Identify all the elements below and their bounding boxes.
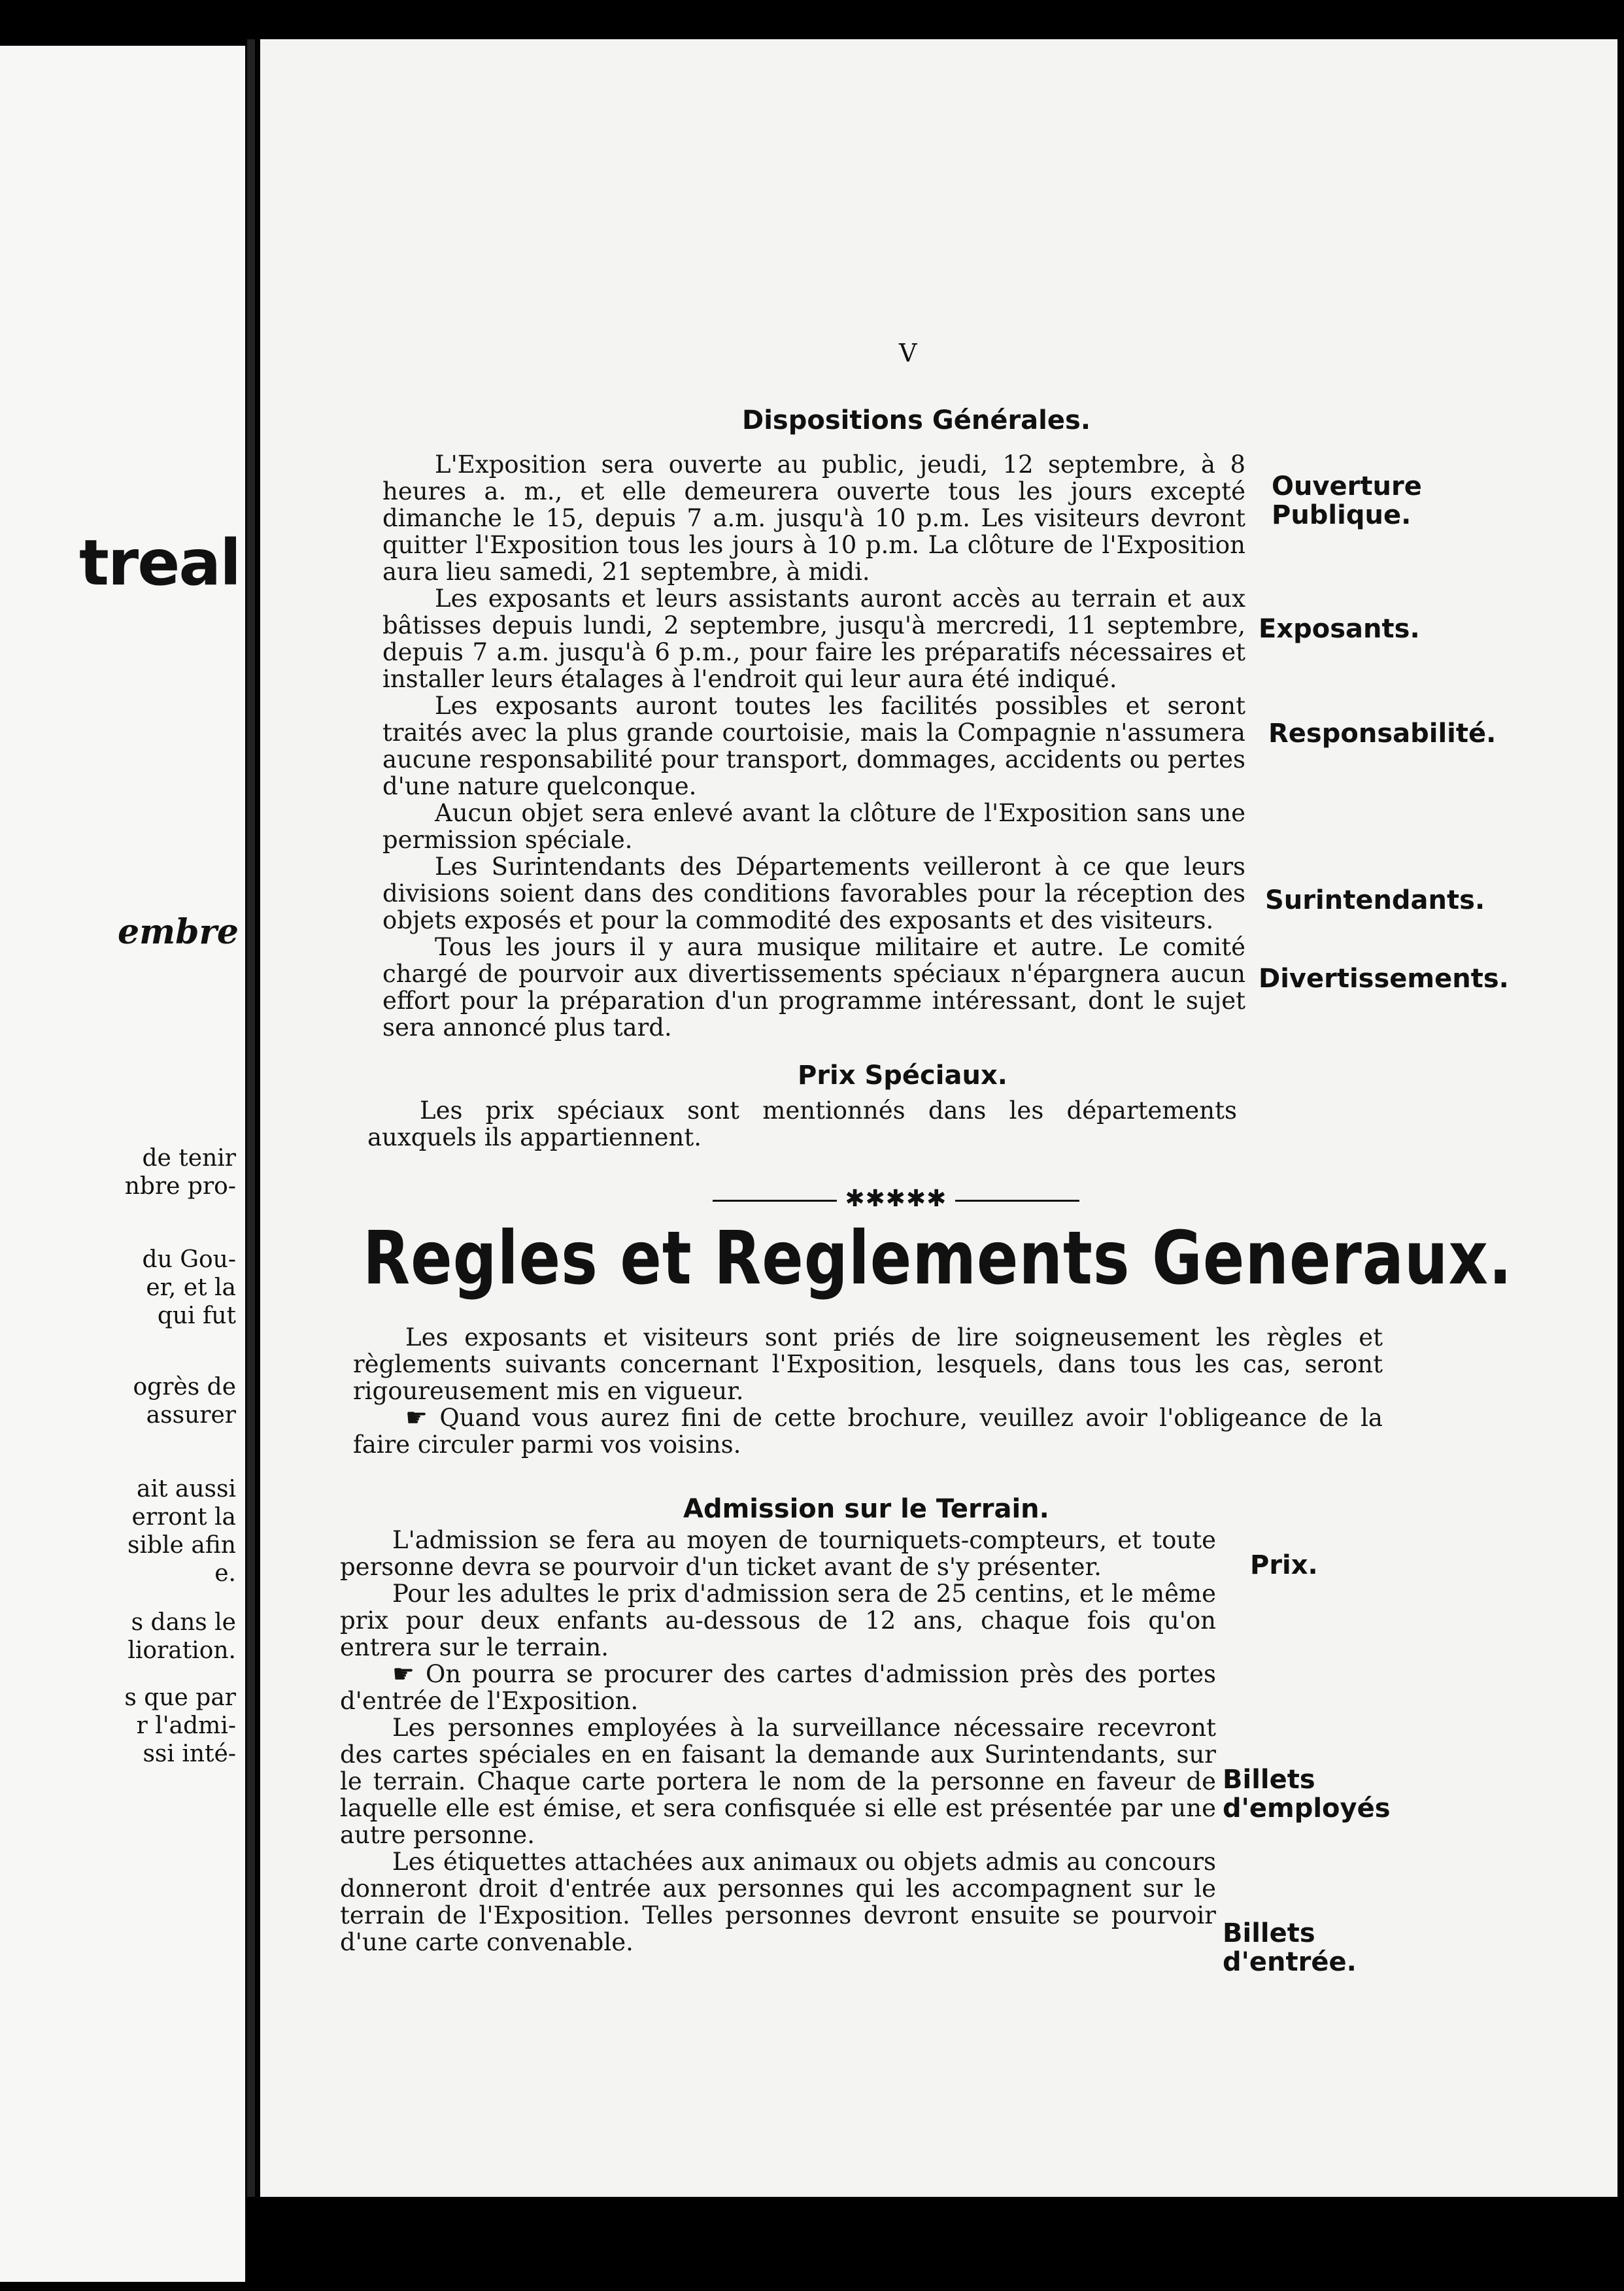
left-page-line: qui fut xyxy=(157,1302,236,1329)
ornament-rule-right xyxy=(955,1200,1079,1202)
ornament-rule-left xyxy=(713,1200,837,1202)
dispositions-heading: Dispositions Générales. xyxy=(742,405,1091,435)
regles-intro: Les exposants et visiteurs sont priés de lire soigneusement les règles et règlements suivants concernant l'Exposition, lesquels, dans tous les cas, seront rigoureusement mis en vigueur. xyxy=(353,1323,1383,1405)
admission-p3-text: On pourra se procurer des cartes d'admission près des portes d'entrée de l'Exposition. xyxy=(340,1660,1216,1715)
left-page-line: sible afin xyxy=(127,1532,236,1559)
paragraph-responsabilite: Les exposants auront toutes les facilités possibles et seront traités avec la plus grande courtoisie, mais la Compagnie n'assumera aucune responsabilité pour transport, dommages, accidents ou pertes d'une nature quelconque. xyxy=(382,692,1245,800)
admission-p5: Les étiquettes attachées aux animaux ou objets admis au concours donneront droit d'entrée aux personnes qui les accompagnent sur le terrain de l'Exposition. Telles personnes devront ensuite se pourvoir d'une carte convenable. xyxy=(340,1848,1216,1956)
margin-label-prix: Prix. xyxy=(1250,1550,1318,1580)
margin-label-responsabilite: Responsabilité. xyxy=(1268,719,1497,749)
paragraph-divertissements: Tous les jours il y aura musique militaire et autre. Le comité chargé de pourvoir aux divertissements spéciaux n'épargnera aucun effort pour la préparation d'un programme intéressant, dont le sujet sera annoncé plus tard. xyxy=(382,933,1245,1042)
left-page-fragment xyxy=(0,46,245,2282)
left-page-line: ogrès de xyxy=(133,1374,236,1400)
regles-note-text: Quand vous aurez fini de cette brochure, veuillez avoir l'obligeance de la faire circuler parmi vos voisins. xyxy=(353,1404,1383,1459)
left-page-line: assurer xyxy=(146,1402,236,1429)
regles-note xyxy=(353,1404,1383,1458)
prix-speciaux-body xyxy=(367,1097,1237,1151)
pointing-hand-icon: ☛ xyxy=(392,1659,415,1688)
left-page-subtitle-fragment: embre xyxy=(118,912,239,952)
left-page-line: er, et la xyxy=(146,1274,236,1301)
paragraph-surintendants: Les Surintendants des Départements veilleront à ce que leurs divisions soient dans des conditions favorables pour la réception des objets exposés et pour la commodité des exposants et des visiteurs. xyxy=(382,853,1245,934)
left-page-line: s dans le xyxy=(131,1609,236,1636)
left-page-title-fragment: treal xyxy=(78,526,240,600)
left-page-line: s que par xyxy=(124,1684,236,1711)
page-gutter-rule xyxy=(247,39,255,2197)
left-page-line: nbre pro- xyxy=(124,1173,236,1200)
admission-body xyxy=(340,1527,1216,1956)
margin-label-ouverture: Ouverture Publique. xyxy=(1272,471,1422,530)
paragraph-ouverture: L'Exposition sera ouverte au public, jeudi, 12 septembre, à 8 heures a. m., et elle demeurera ouverte tous les jours excepté dimanche le 15, depuis 7 a.m. jusqu'à 10 p.m. Les visiteurs devront quitter l'Exposition tous les jours à 10 p.m. La clôture de l'Exposition aura lieu samedi, 21 septembre, à midi. xyxy=(382,450,1245,586)
margin-label-billets-entree: Billets d'entrée. xyxy=(1223,1918,1357,1977)
left-page-line: ssi inté- xyxy=(143,1740,236,1767)
admission-p4: Les personnes employées à la surveillance nécessaire recevront des cartes spéciales en en faisant la demande aux Surintendants, sur le terrain. Chaque carte portera le nom de la personne en faveur de laquelle elle est émise, et sera confisquée si elle est présentée par une autre personne. xyxy=(340,1714,1216,1849)
margin-label-exposants: Exposants. xyxy=(1259,614,1420,644)
left-page-line: e. xyxy=(214,1560,236,1587)
paragraph-exposants: Les exposants et leurs assistants auront accès au terrain et aux bâtisses depuis lundi, 2 septembre, jusqu'à mercredi, 11 septembre, depuis 7 a.m. jusqu'à 6 p.m., pour faire les préparatifs nécessaires et installer leurs étalages à l'endroit qui leur aura été indiqué. xyxy=(382,585,1245,693)
regles-title: Regles et Reglements Generaux. xyxy=(363,1216,1513,1301)
admission-heading: Admission sur le Terrain. xyxy=(683,1494,1049,1524)
left-page-line: lioration. xyxy=(127,1637,236,1664)
admission-p1: L'admission se fera au moyen de tourniquets-compteurs, et toute personne devra se pourvoir d'un ticket avant de s'y présenter. xyxy=(340,1526,1216,1581)
section-ornament xyxy=(713,1185,1079,1212)
admission-p3 xyxy=(340,1661,1216,1714)
paragraph-objets: Aucun objet sera enlevé avant la clôture de l'Exposition sans une permission spéciale. xyxy=(382,799,1245,854)
left-page-line: erront la xyxy=(131,1504,236,1531)
dispositions-body xyxy=(382,451,1245,1041)
pointing-hand-icon: ☛ xyxy=(405,1403,428,1432)
regles-body xyxy=(353,1324,1383,1458)
left-page-line: de tenir xyxy=(142,1145,236,1172)
left-page-line: du Gou- xyxy=(142,1246,236,1273)
prix-speciaux-text: Les prix spéciaux sont mentionnés dans les départements auxquels ils appartiennent. xyxy=(367,1096,1237,1151)
margin-label-surintendants: Surintendants. xyxy=(1265,885,1485,915)
page-number: V xyxy=(899,339,917,367)
margin-label-divertissements: Divertissements. xyxy=(1259,964,1509,994)
ornament-stars: ✱✱✱✱✱ xyxy=(845,1185,947,1212)
margin-label-billets-employes: Billets d'employés xyxy=(1223,1765,1391,1824)
admission-p2: Pour les adultes le prix d'admission sera de 25 centins, et le même prix pour deux enfants au-dessous de 12 ans, chaque fois qu'on entrera sur le terrain. xyxy=(340,1580,1216,1661)
left-page-line: r l'admi- xyxy=(136,1712,236,1739)
left-page-line: ait aussi xyxy=(137,1476,236,1502)
prix-speciaux-heading: Prix Spéciaux. xyxy=(798,1061,1007,1091)
